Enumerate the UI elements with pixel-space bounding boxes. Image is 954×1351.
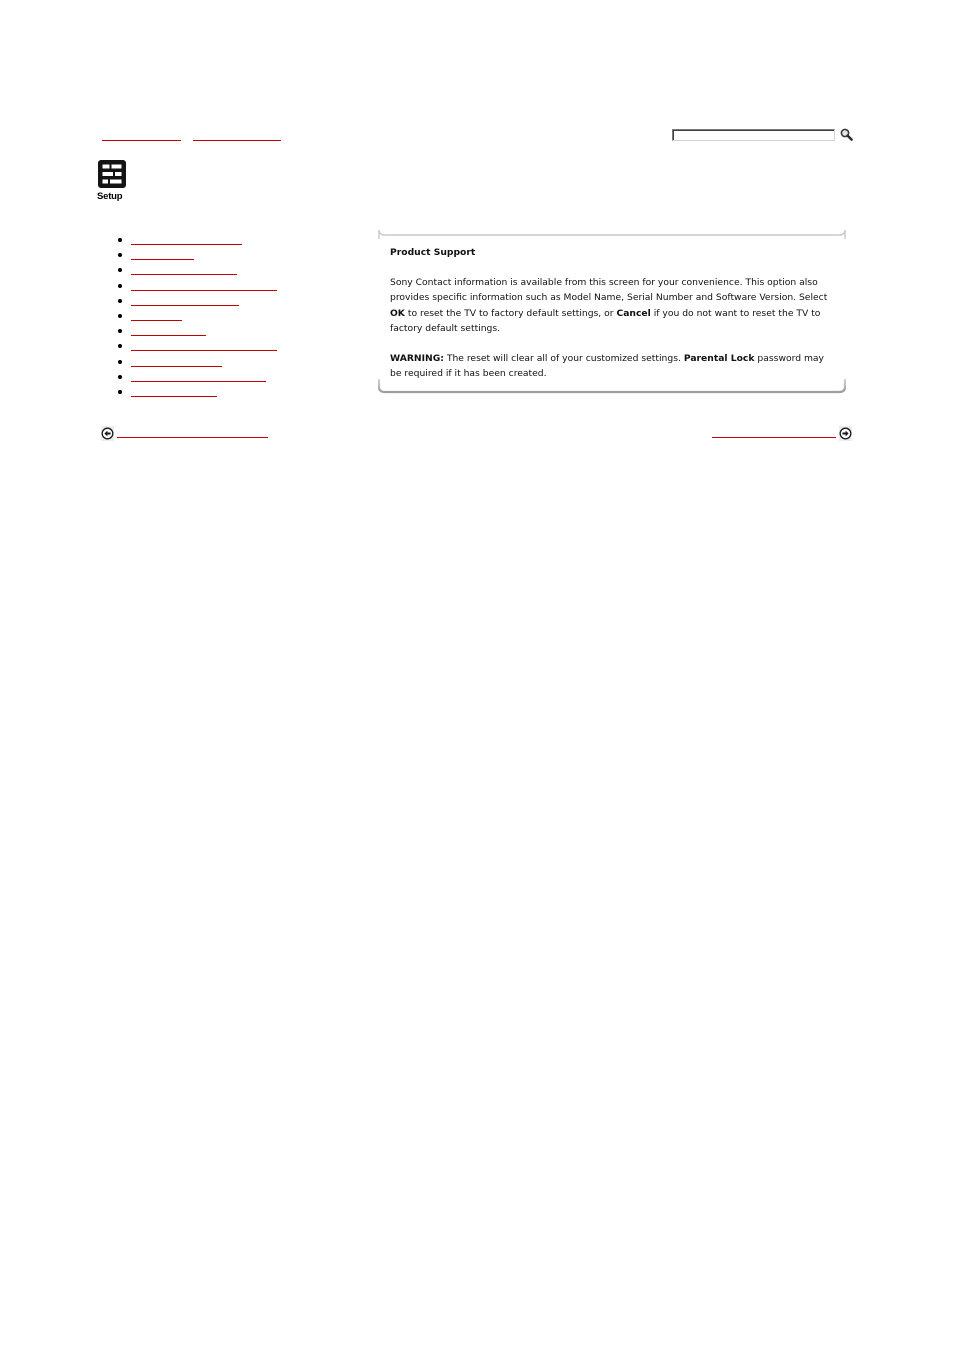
setup-label: Setup xyxy=(97,191,123,202)
menu-link[interactable] xyxy=(131,335,206,336)
menu-link[interactable] xyxy=(131,259,194,260)
panel-title: Product Support xyxy=(390,247,476,258)
warning-label: WARNING: xyxy=(390,353,444,365)
menu-link[interactable] xyxy=(131,305,239,306)
parental-lock-label: Parental Lock xyxy=(683,353,755,365)
search-input[interactable] xyxy=(672,129,835,141)
menu-link[interactable] xyxy=(131,274,237,275)
arrow-left-icon[interactable] xyxy=(101,426,114,441)
product-support-panel xyxy=(378,229,846,394)
magnifier-icon[interactable] xyxy=(840,128,853,141)
breadcrumb-link-1[interactable] xyxy=(102,140,181,141)
menu-link[interactable] xyxy=(131,366,222,367)
menu-link[interactable] xyxy=(131,320,182,321)
next-page-link[interactable] xyxy=(712,437,836,438)
menu-link[interactable] xyxy=(131,396,217,397)
menu-link[interactable] xyxy=(131,350,277,351)
panel-paragraph: Sony Contact information is available from this screen for your convenience. This option also provides specific information such as Model Name, Serial Number and Software Version. Select OK to reset the TV to factory default settings, or Cancel if you do not want to reset the TV to factory default settings. xyxy=(390,277,828,334)
warning-paragraph: WARNING: The reset will clear all of your customized settings. Parental Lock password may be required if it has been created. xyxy=(390,353,824,380)
cancel-label: Cancel xyxy=(616,307,651,319)
menu-link[interactable] xyxy=(131,290,277,291)
panel-content xyxy=(390,245,836,396)
breadcrumb-link-2[interactable] xyxy=(193,140,281,141)
menu-link[interactable] xyxy=(131,244,242,245)
previous-page-link[interactable] xyxy=(117,437,268,438)
setup-icon xyxy=(98,160,126,188)
ok-label: OK xyxy=(390,307,405,319)
menu-link[interactable] xyxy=(131,381,266,382)
arrow-right-icon[interactable] xyxy=(839,426,852,441)
